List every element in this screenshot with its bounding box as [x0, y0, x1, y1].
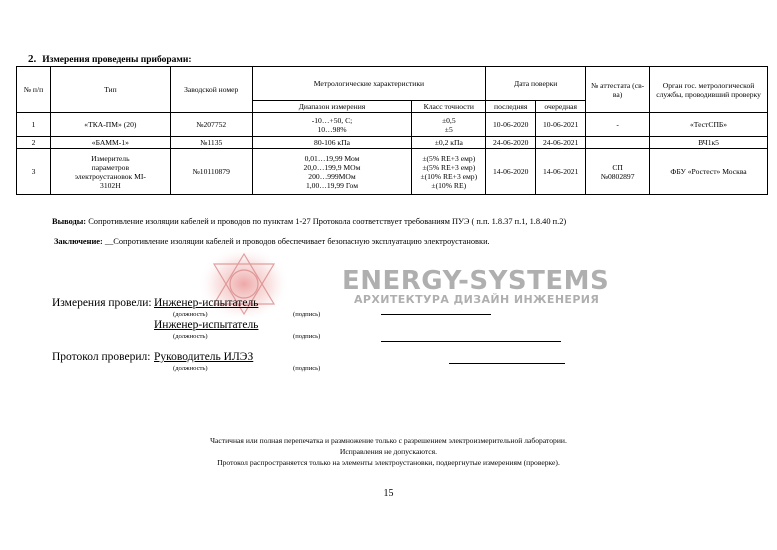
cell-num: 3	[17, 149, 51, 195]
cell-type: «БАММ-1»	[50, 137, 170, 149]
cell-last: 10-06-2020	[486, 113, 536, 137]
cell-accuracy: ±0,2 кПа	[412, 137, 486, 149]
range-line: -10…+50, С;	[311, 115, 353, 125]
accuracy-line: ±5	[444, 124, 453, 134]
table-row	[17, 137, 768, 149]
page-number: 15	[383, 488, 394, 499]
accuracy-line: ±(10% RE+3 емр)	[420, 171, 478, 181]
range-line: 10…98%	[317, 124, 347, 134]
signature-caption: (подпись)	[293, 365, 321, 372]
header-type: Тип	[50, 67, 170, 113]
type-line: электроустановок MI-	[74, 171, 146, 181]
cell-next: 10-06-2021	[536, 113, 586, 137]
checked-by-label: Протокол проверил:	[52, 351, 151, 363]
range-line: 1,00…19,99 Гом	[305, 180, 359, 190]
cell-last: 24-06-2020	[486, 137, 536, 149]
measured-by-label: Измерения провели:	[52, 297, 152, 309]
cell-type: «ТКА-ПМ» (20)	[50, 113, 170, 137]
type-line: параметров	[91, 162, 130, 172]
accuracy-line: ±0,5	[441, 115, 456, 125]
cell-serial: №1135	[170, 137, 252, 149]
signature-line	[381, 314, 491, 315]
summary-label: Заключение:	[54, 237, 103, 246]
header-metro: Метрологические характеристики	[252, 67, 486, 101]
engineer-1-position: Инженер-испытатель	[154, 297, 259, 309]
cell-serial: №207752	[170, 113, 252, 137]
cell-range	[252, 149, 412, 195]
footer-line-3: Протокол распространяется только на элементы электроустановки, подвергнутые измерениям (проверке).	[217, 458, 560, 467]
header-num: № п/п	[17, 67, 51, 113]
accuracy-line: ±(5% RE+3 емр)	[422, 162, 476, 172]
cell-cert	[586, 137, 650, 149]
header-certificate: № аттестата (св-ва)	[586, 67, 650, 113]
header-last: последняя	[486, 101, 536, 113]
cell-cert	[586, 149, 650, 195]
cell-next: 24-06-2021	[536, 137, 586, 149]
instruments-table	[16, 66, 768, 195]
cell-range	[252, 113, 412, 137]
cell-organ: ФБУ «Ростест» Москва	[650, 149, 768, 195]
header-range: Диапазон измерения	[252, 101, 412, 113]
signature-caption: (подпись)	[293, 333, 321, 340]
cell-organ: «ТестСПБ»	[650, 113, 768, 137]
cert-line: СП	[612, 162, 623, 172]
cell-accuracy	[412, 149, 486, 195]
cell-accuracy	[412, 113, 486, 137]
conclusions-label: Выводы:	[52, 217, 87, 226]
table-row	[17, 113, 768, 137]
table-row	[17, 149, 768, 195]
signature-caption: (подпись)	[293, 311, 321, 318]
section-number: 2.	[28, 53, 37, 65]
cell-next: 14-06-2021	[536, 149, 586, 195]
cell-range: 80-106 кПа	[252, 137, 412, 149]
header-accuracy: Класс точности	[412, 101, 486, 113]
cell-organ: ВЧ1к5	[650, 137, 768, 149]
type-line: Измеритель	[91, 153, 130, 163]
accuracy-line: ±(5% RE+3 емр)	[422, 153, 476, 163]
footer-line-2: Исправления не допускаются.	[339, 447, 438, 456]
head-position: Руководитель ИЛЭЗ	[154, 351, 254, 363]
cell-last: 14-06-2020	[486, 149, 536, 195]
accuracy-line: ±(10% RE)	[431, 180, 467, 190]
cert-line: №0802897	[600, 171, 635, 181]
position-caption: (должность)	[173, 365, 208, 372]
cell-cert: -	[586, 113, 650, 137]
header-serial: Заводской номер	[170, 67, 252, 113]
signature-line	[381, 341, 561, 342]
position-caption: (должность)	[173, 311, 208, 318]
watermark-title: ENERGY-SYSTEMS	[342, 266, 610, 296]
conclusions-text: Сопротивление изоляции кабелей и проводов по пунктам 1-27 Протокола соответствует требованиям ПУЭ ( п.п. 1.8.37 п.1, 1.8.40 п.2)	[88, 217, 567, 226]
range-line: 0,01…19,99 Мом	[304, 153, 360, 163]
section-title	[28, 53, 192, 65]
table-header-row	[17, 67, 768, 101]
header-next: очередная	[536, 101, 586, 113]
range-line: 20,0…199,9 МОм	[303, 162, 361, 172]
range-line: 200…999МОм	[308, 171, 356, 181]
section-title-text: Измерения проведены приборами:	[42, 55, 192, 65]
watermark-subtitle: АРХИТЕКТУРА ДИЗАЙН ИНЖЕНЕРИЯ	[354, 293, 600, 306]
cell-serial: №10110879	[170, 149, 252, 195]
header-organ: Орган гос. метрологической службы, проводивший проверку	[650, 67, 768, 113]
conclusions	[52, 216, 566, 227]
type-line: 3102H	[100, 180, 121, 190]
cell-num: 2	[17, 137, 51, 149]
engineer-2-position: Инженер-испытатель	[154, 319, 259, 331]
cell-type	[50, 149, 170, 195]
cell-num: 1	[17, 113, 51, 137]
footer-line-1: Частичная или полная перепечатка и размножение только с разрешением электроизмерительной лаборатории.	[210, 436, 567, 445]
header-verification: Дата поверки	[486, 67, 586, 101]
summary-text: __Сопротивление изоляции кабелей и проводов обеспечивает безопасную эксплуатацию электроустановки.	[104, 237, 490, 246]
position-caption: (должность)	[173, 333, 208, 340]
signature-line	[449, 363, 565, 364]
